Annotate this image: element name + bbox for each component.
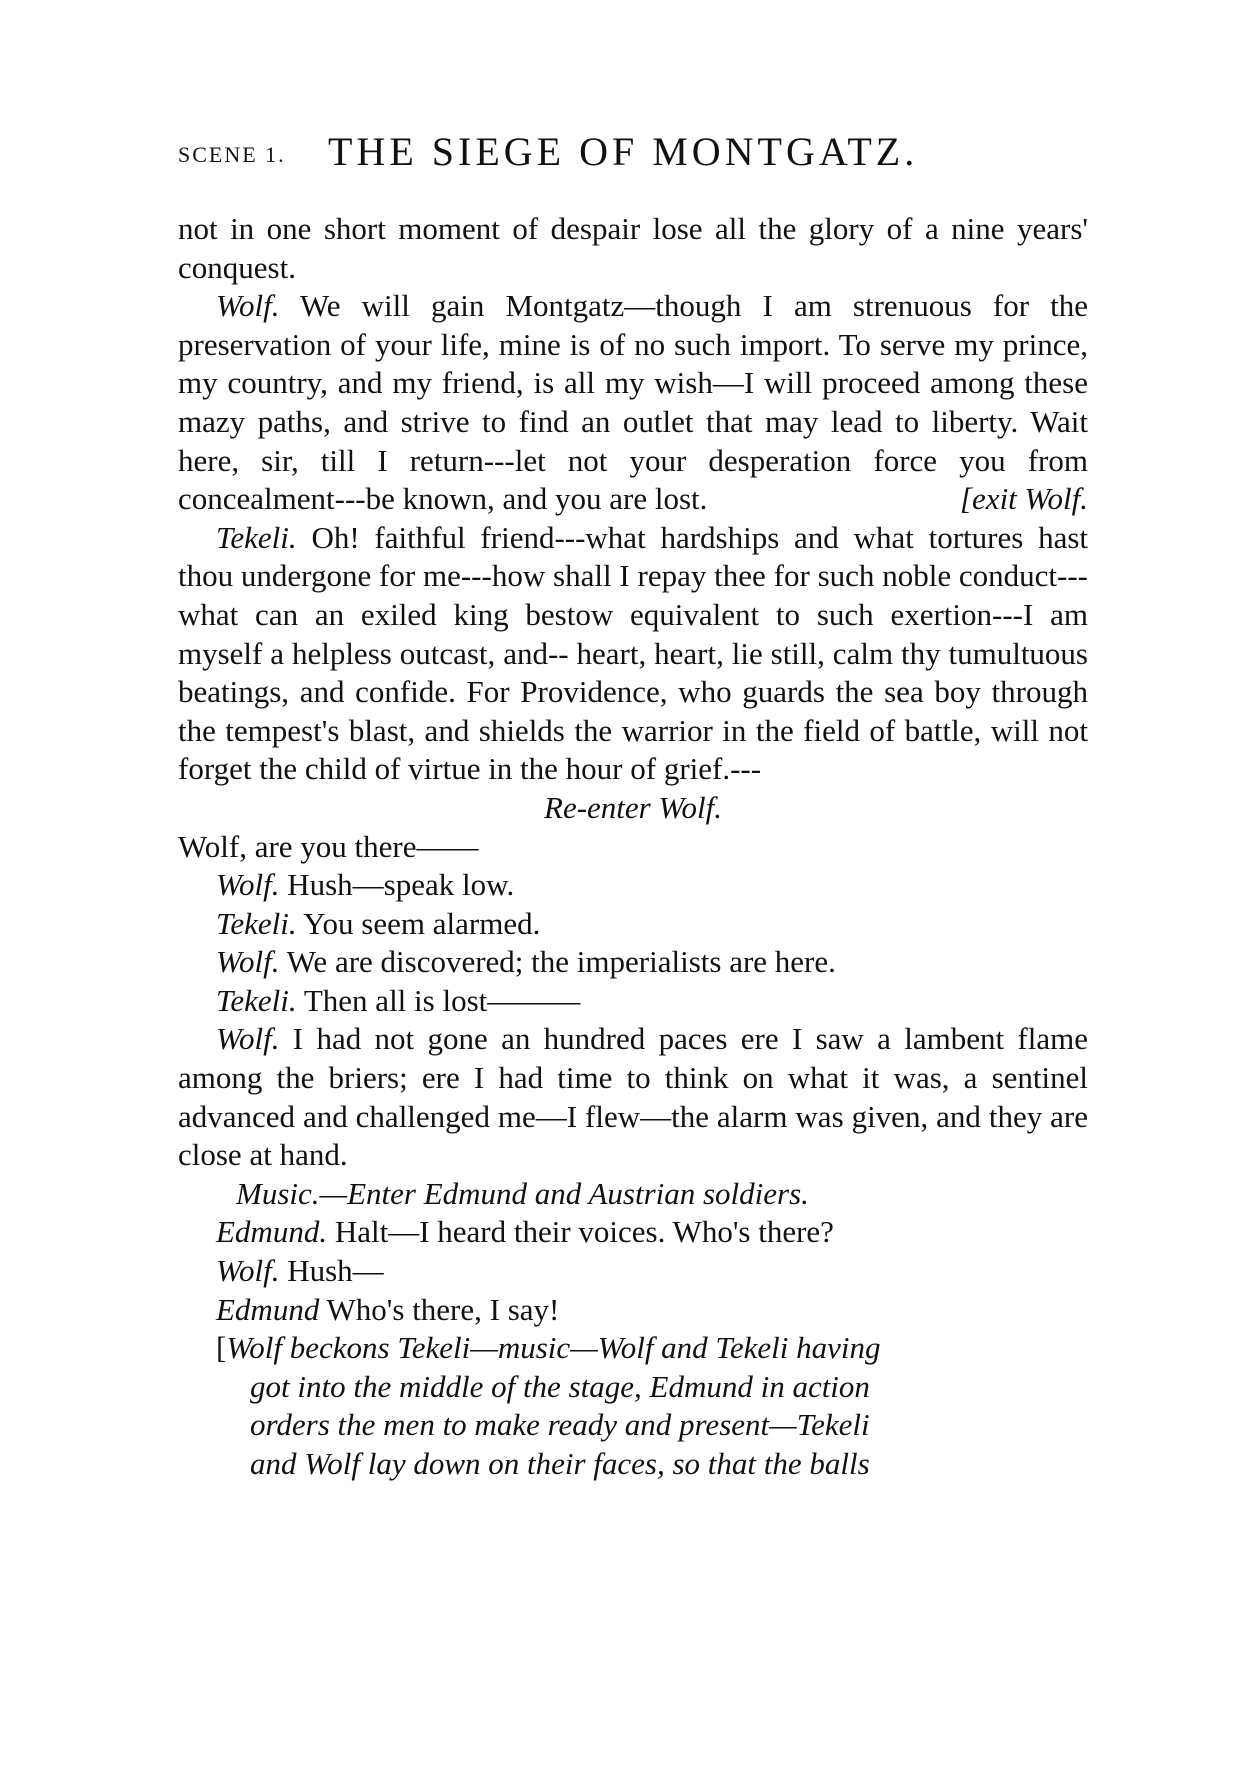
speech-tekeli <box>178 982 1088 1021</box>
stage-direction-music: Music.—Enter Edmund and Austrian soldiers. <box>236 1175 809 1211</box>
speech-edmund <box>178 1213 1088 1252</box>
paragraph-continued: not in one short moment of despair lose all the glory of a nine years' conquest. <box>178 211 1088 285</box>
speech-text: Hush— <box>287 1253 384 1289</box>
running-header <box>178 128 1088 188</box>
speech-text: We will gain Montgatz—though I am strenuous for the preservation of your life, mine is of no such import. To serve my prince, my country, and my friend, is all my wish—I will proceed among these mazy paths, and strive to find an outlet that may lead to liberty. Wait here, sir, till I return---let not your desperation force you from concealment---be known, and you are lost. <box>178 288 1088 517</box>
speaker-name: Edmund. <box>216 1214 328 1250</box>
speech-wolf <box>178 1020 1088 1174</box>
speech-edmund <box>178 1291 1088 1330</box>
speaker-name: Wolf. <box>216 944 280 980</box>
speech-wolf <box>178 1252 1088 1291</box>
page-title: THE SIEGE OF MONTGATZ. <box>328 129 919 174</box>
speech-text: I had not gone an hundred paces ere I saw a lambent flame among the briers; ere I had time to think on what it was, a sentinel advanced and challenged me—I flew—the alarm was given, and they are close at hand. <box>178 1021 1089 1173</box>
play-text <box>178 210 1088 1484</box>
speech-text: You seem alarmed. <box>303 905 541 941</box>
speaker-name: Edmund <box>216 1291 320 1327</box>
bracket-mark: [ <box>216 1330 227 1366</box>
speech-text: Oh! faithful friend---what hardships and what tortures hast thou undergone for me---how shall I repay thee for such noble conduct---what can an exiled king bestow equivalent to such exertion---I am myself a helpless outcast, and-- heart, heart, lie still, calm thy tumultuous beatings, and confide. For Providence, who guards the sea boy through the tempest's blast, and shields the warrior in the field of battle, will not forget the child of virtue in the hour of grief.--- <box>178 519 1088 787</box>
speaker-name: Wolf. <box>216 867 280 903</box>
stage-direction-final <box>178 1329 1088 1483</box>
speech-wolf <box>178 943 1088 982</box>
speaker-name: Wolf. <box>216 1253 280 1289</box>
direction-line: and Wolf lay down on their faces, so that the balls <box>250 1446 870 1481</box>
direction-line: orders the men to make ready and present—Tekeli <box>250 1407 870 1443</box>
speech-wolf <box>178 287 1088 519</box>
speaker-name: Tekeli. <box>216 519 297 555</box>
speech-text: We are discovered; the imperialists are here. <box>286 944 836 980</box>
stage-direction-exit: [exit Wolf. <box>959 481 1088 517</box>
speech-text: Who's there, I say! <box>326 1291 560 1327</box>
book-page <box>178 128 1088 1484</box>
speaker-name: Wolf. <box>216 1021 280 1057</box>
speech-tekeli <box>178 519 1088 789</box>
direction-line: got into the middle of the stage, Edmund in action <box>250 1368 870 1404</box>
speaker-name: Tekeli. <box>216 982 297 1018</box>
speaker-name: Tekeli. <box>216 905 297 941</box>
speaker-name: Wolf. <box>216 288 280 324</box>
speech-continued: Wolf, are you there—— <box>178 828 479 864</box>
speech-text: Then all is lost——— <box>303 982 581 1018</box>
scene-number: SCENE 1. <box>178 142 286 167</box>
speech-wolf <box>178 866 1088 905</box>
speech-tekeli <box>178 905 1088 944</box>
speech-text: Hush—speak low. <box>287 867 515 903</box>
speech-text: Halt—I heard their voices. Who's there? <box>334 1214 834 1250</box>
direction-line: Wolf beckons Tekeli—music—Wolf and Tekeli having <box>226 1330 881 1366</box>
stage-direction-reenter: Re-enter Wolf. <box>544 789 722 825</box>
